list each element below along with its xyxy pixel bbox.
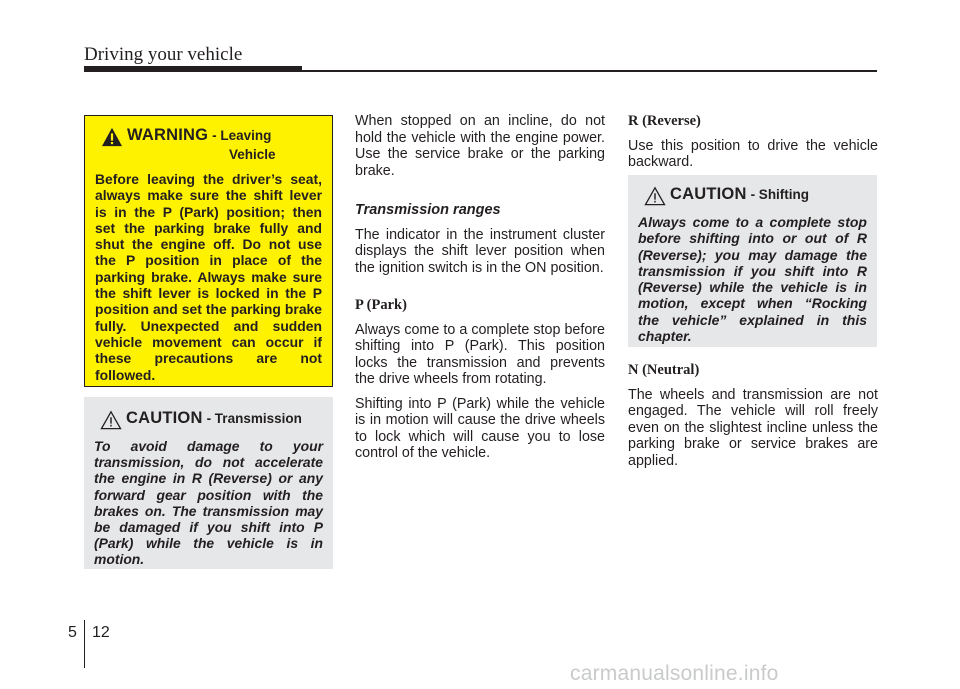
caution-subtitle: - Shifting xyxy=(750,187,810,202)
neutral-section xyxy=(628,362,878,469)
page-section-number: 5 xyxy=(68,624,77,641)
header-rule-thick xyxy=(84,66,302,72)
neutral-paragraph: The wheels and transmission are not engaged. The vehicle will roll freely even on the slightest incline unless the parking brake or service brakes are applied. xyxy=(628,386,878,469)
warning-header xyxy=(95,126,322,147)
right-column xyxy=(628,113,878,171)
caution-transmission-body: To avoid damage to your transmission, do not accelerate the engine in R (Reverse) or any forward gear position with the brakes on. The transmission may be damaged if you shift into P (Park) while the vehicle is in motion. xyxy=(94,438,323,568)
caution-box-transmission xyxy=(84,397,333,569)
park-paragraph-2: Shifting into P (Park) while the vehicle is in motion will cause the drive wheels to lock which will cause you to lose control of the vehicle. xyxy=(355,395,605,461)
header-rule-thin xyxy=(302,70,877,72)
incline-paragraph: When stopped on an incline, do not hold the vehicle with the engine power. Use the service brake or the parking brake. xyxy=(355,113,605,179)
page-number: 12 xyxy=(92,624,110,641)
caution-triangle-icon xyxy=(100,410,122,430)
middle-column xyxy=(355,113,605,462)
caution-shifting-header xyxy=(638,185,867,206)
reverse-paragraph: Use this position to drive the vehicle backward. xyxy=(628,137,878,170)
warning-box-leaving-vehicle xyxy=(84,115,333,387)
caution-subtitle: - Transmission xyxy=(206,411,302,426)
neutral-heading: N (Neutral) xyxy=(628,362,700,378)
footer-rule xyxy=(84,620,85,668)
reverse-heading: R (Reverse) xyxy=(628,113,701,129)
transmission-ranges-heading: Transmission ranges xyxy=(355,202,501,218)
warning-word: WARNING xyxy=(127,126,209,144)
caution-shifting-body: Always come to a complete stop before shifting into or out of R (Reverse); you may damage the transmission if you shift into R (Reverse) while the vehicle is in motion, except when “Rocking the vehicle” explained in this chapter. xyxy=(638,214,867,345)
park-paragraph-1: Always come to a complete stop before shifting into P (Park). This position locks the transmission and prevents the drive wheels from rotating. xyxy=(355,321,605,387)
transmission-ranges-paragraph: The indicator in the instrument cluster displays the shift lever position when the ignition switch is in the ON position. xyxy=(355,226,605,276)
caution-transmission-header xyxy=(94,409,323,430)
watermark: carmanualsonline.info xyxy=(570,662,779,685)
caution-triangle-icon xyxy=(644,186,666,206)
caution-word: CAUTION xyxy=(126,409,203,427)
caution-box-shifting xyxy=(628,175,877,347)
warning-triangle-icon xyxy=(101,127,123,147)
warning-subtitle-line2: Vehicle xyxy=(229,147,276,162)
warning-subtitle: - Leaving xyxy=(212,128,272,143)
page-title: Driving your vehicle xyxy=(84,44,243,65)
park-heading: P (Park) xyxy=(355,297,407,313)
caution-word: CAUTION xyxy=(670,185,747,203)
warning-body: Before leaving the driver’s seat, always make sure the shift lever is in the P (Park) position; then set the parking brake fully and shut the engine off. Do not use the P position in place of the parking brake. Always make sure the shift lever is locked in the P position and set the parking brake fully. Unexpected and sudden vehicle movement can occur if these precautions are not followed. xyxy=(95,171,322,383)
